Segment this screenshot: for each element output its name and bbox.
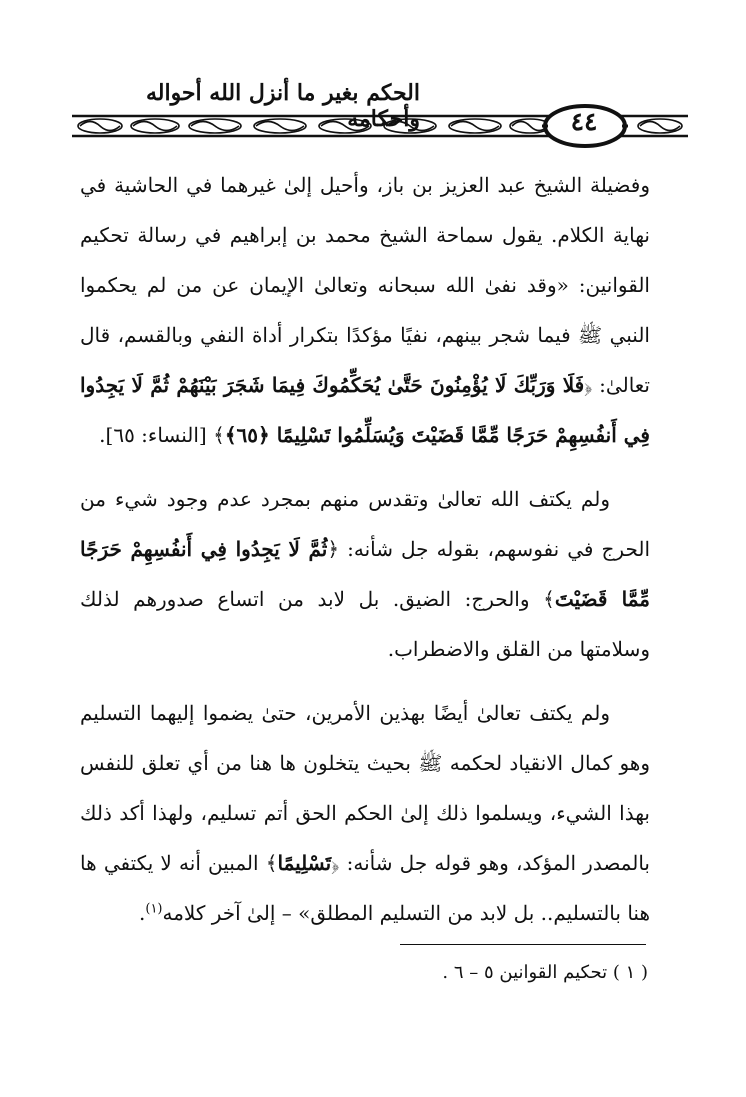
verse-open-bracket: ﴿ [331, 851, 340, 875]
footnote-separator [400, 944, 646, 945]
paragraph-1 [80, 160, 650, 460]
paragraph-3 [80, 688, 650, 938]
paragraph-3-text-start: ولم يكتف تعالىٰ أيضًا بهذين الأمرين، حتىٰ يضموا إليهما التسليم وهو كمال الانقياد لحكمه ﷺ بحيث يتخلون ها هنا من أي تعلق للنفس بهذا الشيء، ويسلموا ذلك إلىٰ الحكم الحق أتم تسليم، ولهذا أكد ذلك بالمصدر المؤكد، وهو قوله جل شأنه: [80, 701, 650, 875]
verse-text: ثُمَّ لَا يَجِدُوا فِي أَنفُسِهِمْ حَرَجًا مِّمَّا قَضَيْتَ [80, 537, 650, 611]
verse-open-bracket: ﴿ [584, 373, 593, 397]
paragraph-3-period: . [139, 901, 146, 925]
running-header-title: الحكم بغير ما أنزل الله أحواله وأحكامه [145, 80, 420, 132]
footnote-marker: (١) [145, 901, 163, 917]
main-text-body [80, 160, 650, 938]
quran-word-tasliman [266, 851, 340, 875]
footnote: ( ١ ) تحكيم القوانين ٥ – ٦ . [442, 962, 648, 983]
verse-close-bracket: ﴾ [213, 423, 225, 447]
page-number: ٤٤ [570, 107, 598, 136]
paragraph-2-text-start: ولم يكتف الله تعالىٰ وتقدس منهم بمجرد عدم وجود شيء من الحرج في نفوسهم، بقوله جل شأنه: [80, 487, 651, 561]
paragraph-3-text-end: المبين أنه لا يكتفي ها هنا بالتسليم.. بل لابد من التسليم المطلق» – إلىٰ آخر كلامه [80, 851, 650, 925]
verse-text: فَلَا وَرَبِّكَ لَا يُؤْمِنُونَ حَتَّىٰ يُحَكِّمُوكَ فِيمَا شَجَرَ بَيْنَهُمْ ثُمَّ لَا يَجِدُوا فِي أَنفُسِهِمْ حَرَجًا مِّمَّا قَضَيْتَ وَيُسَلِّمُوا تَسْلِيمًا ﴿٦٥﴾ [80, 373, 650, 447]
paragraph-2 [80, 474, 650, 674]
verse-reference: [النساء: ٦٥]. [99, 423, 207, 447]
verse-close-bracket: ﴾ [265, 851, 278, 875]
paragraph-1-text: وفضيلة الشيخ عبد العزيز بن باز، وأحيل إلىٰ غيرهما في الحاشية في نهاية الكلام. يقول سماحة الشيخ محمد بن إبراهيم في رسالة تحكيم القوانين: «وقد نفىٰ الله سبحانه وتعالىٰ الإيمان عن من لم يحكموا النبي ﷺ فيما شجر بينهم، نفيًا مؤكدًا بتكرار أداة النفي وبالقسم، قال تعالىٰ: [80, 173, 650, 397]
verse-close-bracket: ﴾ [543, 587, 555, 611]
verse-text: تَسْلِيمًا [277, 851, 332, 875]
verse-open-bracket: ﴿ [327, 537, 340, 561]
paragraph-2-text-end: والحرج: الضيق. بل لابد من اتساع صدورهم لذلك وسلامتها من القلق والاضطراب. [80, 587, 650, 661]
